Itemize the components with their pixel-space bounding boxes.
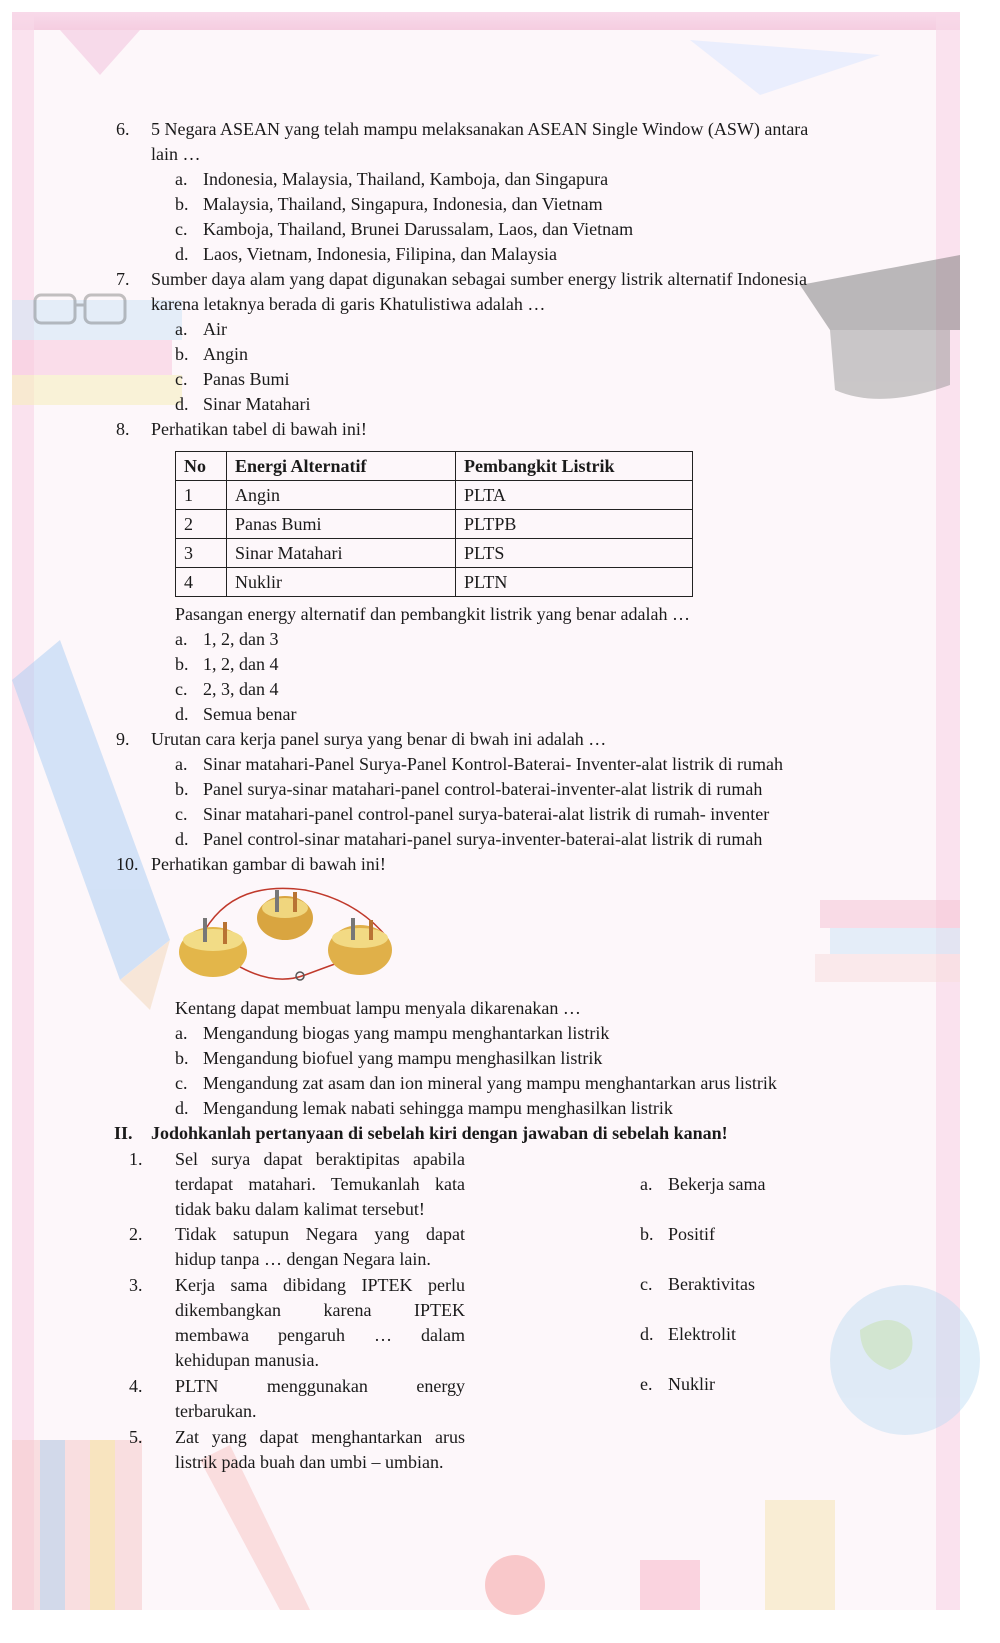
option-letter: a. xyxy=(175,629,188,649)
option-letter: d. xyxy=(175,829,189,849)
question-text: Perhatikan gambar di bawah ini! xyxy=(151,854,386,874)
section-number: II. xyxy=(114,1123,133,1143)
option-letter: a. xyxy=(175,319,188,339)
option-letter: c. xyxy=(175,1073,188,1093)
option-text: Semua benar xyxy=(203,704,297,724)
match-question-number: 2. xyxy=(129,1224,143,1244)
table-cell: Angin xyxy=(227,481,456,510)
option-letter: b. xyxy=(175,1048,189,1068)
question-text: karena letaknya berada di garis Khatulistiwa adalah … xyxy=(151,294,546,314)
table-cell: PLTN xyxy=(456,568,693,597)
option-letter: b. xyxy=(175,344,189,364)
option-letter: d. xyxy=(175,1098,189,1118)
match-question-line: Tidak satupun Negara yang dapat xyxy=(175,1224,465,1244)
match-question-line: listrik pada buah dan umbi – umbian. xyxy=(175,1452,444,1472)
table-header: Pembangkit Listrik xyxy=(456,452,693,481)
option-text: 1, 2, dan 4 xyxy=(203,654,279,674)
match-question-line: PLTN menggunakan energy xyxy=(175,1376,465,1396)
match-answer-text: Nuklir xyxy=(668,1374,715,1394)
option-text: Angin xyxy=(203,344,248,364)
table-row xyxy=(176,510,693,539)
match-question-line: kehidupan manusia. xyxy=(175,1350,319,1370)
match-question-line: membawa pengaruh … dalam xyxy=(175,1325,465,1345)
match-question-number: 4. xyxy=(129,1376,143,1396)
match-question-line: terdapat matahari. Temukanlah kata xyxy=(175,1174,465,1194)
table-row xyxy=(176,568,693,597)
option-letter: a. xyxy=(175,754,188,774)
table-cell: PLTS xyxy=(456,539,693,568)
table-header-row xyxy=(176,452,693,481)
match-answer-letter: c. xyxy=(640,1274,653,1294)
option-letter: a. xyxy=(175,169,188,189)
table-cell: Nuklir xyxy=(227,568,456,597)
option-letter: a. xyxy=(175,1023,188,1043)
option-letter: b. xyxy=(175,779,189,799)
match-question-number: 3. xyxy=(129,1275,143,1295)
option-text: 1, 2, dan 3 xyxy=(203,629,279,649)
question-text: 5 Negara ASEAN yang telah mampu melaksanakan ASEAN Single Window (ASW) antara xyxy=(151,119,809,139)
match-question-number: 5. xyxy=(129,1427,143,1447)
table-cell: PLTA xyxy=(456,481,693,510)
question-text: lain … xyxy=(151,144,201,164)
option-text: Kamboja, Thailand, Brunei Darussalam, Laos, dan Vietnam xyxy=(203,219,634,239)
section-title: Jodohkanlah pertanyaan di sebelah kiri dengan jawaban di sebelah kanan! xyxy=(151,1123,728,1143)
option-text: Mengandung biogas yang mampu menghantarkan listrik xyxy=(203,1023,610,1043)
match-answer-letter: a. xyxy=(640,1174,653,1194)
option-text: Air xyxy=(203,319,227,339)
option-letter: c. xyxy=(175,219,188,239)
question-prompt: Pasangan energy alternatif dan pembangkit listrik yang benar adalah … xyxy=(175,604,690,624)
match-question-line: Kerja sama dibidang IPTEK perlu xyxy=(175,1275,465,1295)
table-header: No xyxy=(176,452,227,481)
table-cell: Sinar Matahari xyxy=(227,539,456,568)
option-text: Malaysia, Thailand, Singapura, Indonesia, dan Vietnam xyxy=(203,194,603,214)
match-answer-text: Positif xyxy=(668,1224,716,1244)
match-question-number: 1. xyxy=(129,1149,143,1169)
option-letter: c. xyxy=(175,804,188,824)
question-number: 8. xyxy=(116,419,130,439)
match-question-line: Sel surya dapat beraktipitas apabila xyxy=(175,1149,465,1169)
option-letter: b. xyxy=(175,654,189,674)
option-letter: c. xyxy=(175,369,188,389)
option-text: Panas Bumi xyxy=(203,369,290,389)
table-cell: 1 xyxy=(176,481,227,510)
option-text: Mengandung lemak nabati sehingga mampu menghasilkan listrik xyxy=(203,1098,673,1118)
option-text: Panel surya-sinar matahari-panel control-baterai-inventer-alat listrik di rumah xyxy=(203,779,763,799)
option-letter: c. xyxy=(175,679,188,699)
match-answer-text: Elektrolit xyxy=(668,1324,736,1344)
question-text: Perhatikan tabel di bawah ini! xyxy=(151,419,367,439)
table-row xyxy=(176,481,693,510)
option-text: 2, 3, dan 4 xyxy=(203,679,279,699)
match-answer-text: Bekerja sama xyxy=(668,1174,766,1194)
table-cell: 2 xyxy=(176,510,227,539)
match-answer-letter: e. xyxy=(640,1374,653,1394)
option-text: Laos, Vietnam, Indonesia, Filipina, dan Malaysia xyxy=(203,244,558,264)
question-number: 6. xyxy=(116,119,130,139)
question-text: Urutan cara kerja panel surya yang benar di bwah ini adalah … xyxy=(151,729,607,749)
match-question-line: tidak baku dalam kalimat tersebut! xyxy=(175,1199,425,1219)
match-question-line: dikembangkan karena IPTEK xyxy=(175,1300,465,1320)
option-text: Mengandung zat asam dan ion mineral yang mampu menghantarkan arus listrik xyxy=(203,1073,777,1093)
option-letter: d. xyxy=(175,394,189,414)
question-number: 10. xyxy=(116,854,139,874)
table-cell: Panas Bumi xyxy=(227,510,456,539)
option-text: Indonesia, Malaysia, Thailand, Kamboja, dan Singapura xyxy=(203,169,609,189)
table-cell: 3 xyxy=(176,539,227,568)
option-text: Sinar matahari-panel control-panel surya-baterai-alat listrik di rumah- inventer xyxy=(203,804,770,824)
match-question-line: terbarukan. xyxy=(175,1401,257,1421)
option-text: Sinar matahari-Panel Surya-Panel Kontrol-Baterai- Inventer-alat listrik di rumah xyxy=(203,754,783,774)
table-header: Energi Alternatif xyxy=(227,452,456,481)
option-letter: d. xyxy=(175,704,189,724)
question-prompt: Kentang dapat membuat lampu menyala dikarenakan … xyxy=(175,998,581,1018)
table-cell: PLTPB xyxy=(456,510,693,539)
match-answer-letter: b. xyxy=(640,1224,654,1244)
question-text: Sumber daya alam yang dapat digunakan sebagai sumber energy listrik alternatif Indonesia xyxy=(151,269,807,289)
energy-table xyxy=(175,451,693,597)
match-answer-letter: d. xyxy=(640,1324,654,1344)
potato-battery-image xyxy=(175,880,405,990)
option-text: Panel control-sinar matahari-panel surya-inventer-baterai-alat listrik di rumah xyxy=(203,829,763,849)
question-number: 7. xyxy=(116,269,130,289)
match-question-line: Zat yang dapat menghantarkan arus xyxy=(175,1427,465,1447)
option-letter: d. xyxy=(175,244,189,264)
match-answer-text: Beraktivitas xyxy=(668,1274,755,1294)
table-cell: 4 xyxy=(176,568,227,597)
option-letter: b. xyxy=(175,194,189,214)
match-question-line: hidup tanpa … dengan Negara lain. xyxy=(175,1249,431,1269)
option-text: Mengandung biofuel yang mampu menghasilkan listrik xyxy=(203,1048,603,1068)
table-row xyxy=(176,539,693,568)
option-text: Sinar Matahari xyxy=(203,394,311,414)
question-number: 9. xyxy=(116,729,130,749)
